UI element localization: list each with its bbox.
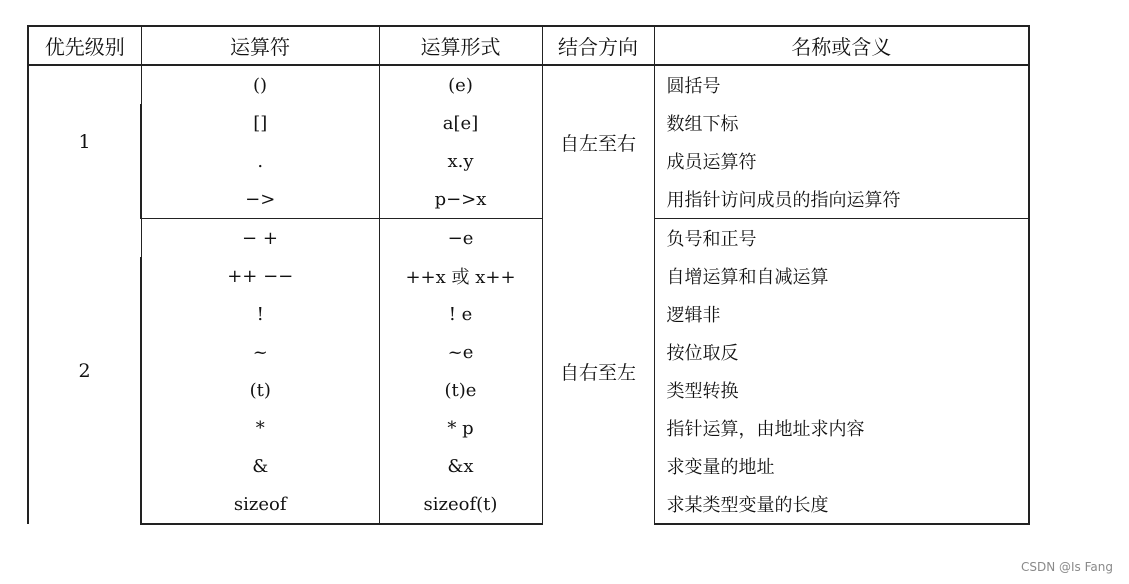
form-cell: (t)e (379, 371, 542, 409)
header-priority: 优先级别 (28, 26, 141, 65)
form-cell: ~e (379, 333, 542, 371)
meaning-cell: 按位取反 (654, 333, 1029, 371)
form-cell: &x (379, 447, 542, 485)
meaning-cell: 求变量的地址 (654, 447, 1029, 485)
meaning-cell: 成员运算符 (654, 142, 1029, 180)
meaning-cell: 自增运算和自减运算 (654, 257, 1029, 295)
table-row (28, 485, 1029, 524)
table-row (28, 142, 1029, 180)
table-row (28, 65, 1029, 104)
associativity-cell: 自左至右 (542, 65, 654, 219)
meaning-cell: 逻辑非 (654, 295, 1029, 333)
form-cell: sizeof(t) (379, 485, 542, 524)
operator-cell: . (141, 142, 379, 180)
table-row (28, 295, 1029, 333)
operator-cell: * (141, 409, 379, 447)
meaning-cell: 圆括号 (654, 65, 1029, 104)
form-cell: (e) (379, 65, 542, 104)
form-cell: ! e (379, 295, 542, 333)
associativity-cell: 自右至左 (542, 219, 654, 525)
meaning-cell: 类型转换 (654, 371, 1029, 409)
operator-cell: (t) (141, 371, 379, 409)
watermark: CSDN @Is Fang (1020, 560, 1113, 574)
operator-cell: [] (141, 104, 379, 142)
meaning-cell: 求某类型变量的长度 (654, 485, 1029, 524)
operator-cell: −> (141, 180, 379, 219)
table-row (28, 409, 1029, 447)
operator-cell: − + (141, 219, 379, 258)
form-cell: ++x 或 x++ (379, 257, 542, 295)
table-row (28, 180, 1029, 219)
header-associativity: 结合方向 (542, 26, 654, 65)
table-row (28, 371, 1029, 409)
meaning-cell: 指针运算，由地址求内容 (654, 409, 1029, 447)
meaning-cell: 负号和正号 (654, 219, 1029, 258)
meaning-cell: 用指针访问成员的指向运算符 (654, 180, 1029, 219)
operator-precedence-table (27, 25, 1030, 525)
form-cell: −e (379, 219, 542, 258)
priority-cell: 2 (28, 219, 141, 525)
header-operator: 运算符 (141, 26, 379, 65)
table-body (28, 65, 1029, 524)
operator-cell: & (141, 447, 379, 485)
operator-cell: ++ −− (141, 257, 379, 295)
operator-cell: ~ (141, 333, 379, 371)
operator-cell: ! (141, 295, 379, 333)
form-cell: a[e] (379, 104, 542, 142)
operator-cell: sizeof (141, 485, 379, 524)
table-row (28, 104, 1029, 142)
form-cell: * p (379, 409, 542, 447)
header-row (28, 26, 1029, 65)
header-form: 运算形式 (379, 26, 542, 65)
table-row (28, 447, 1029, 485)
header-meaning: 名称或含义 (654, 26, 1029, 65)
form-cell: p−>x (379, 180, 542, 219)
form-cell: x.y (379, 142, 542, 180)
table-row (28, 333, 1029, 371)
table-row (28, 219, 1029, 258)
operator-cell: () (141, 65, 379, 104)
meaning-cell: 数组下标 (654, 104, 1029, 142)
priority-cell: 1 (28, 65, 141, 219)
table-row (28, 257, 1029, 295)
